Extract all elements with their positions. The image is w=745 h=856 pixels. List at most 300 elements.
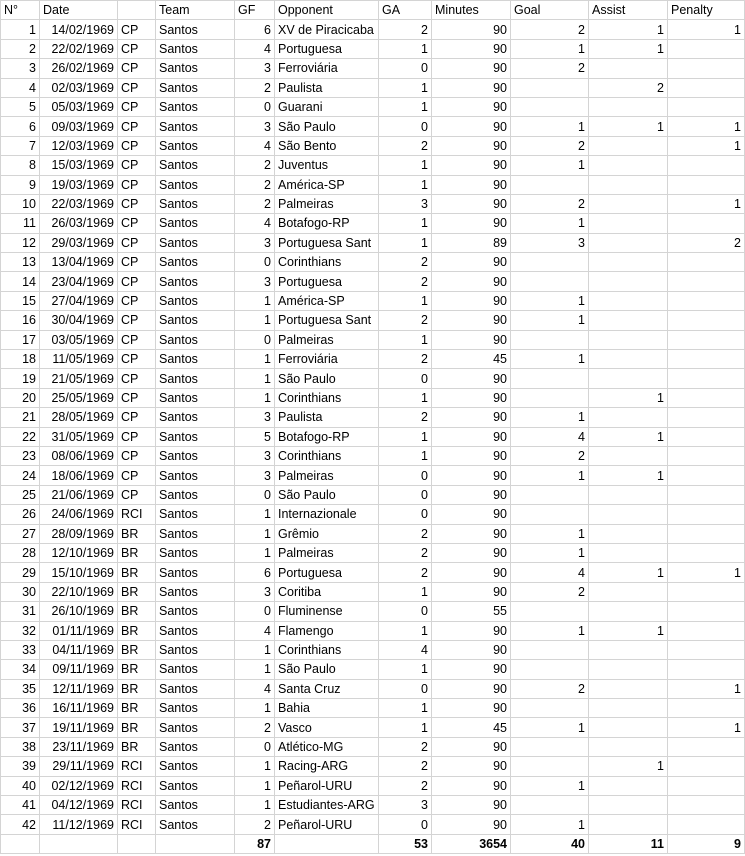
col-ga-cell[interactable]: 2: [379, 737, 432, 756]
col-goal-cell[interactable]: 1: [511, 311, 589, 330]
col-competition-cell[interactable]: CP: [118, 78, 156, 97]
col-ga-cell[interactable]: 2: [379, 311, 432, 330]
col-assist-cell[interactable]: [589, 156, 668, 175]
col-minutes-total-cell[interactable]: 3654: [432, 834, 511, 853]
col-ga-cell[interactable]: 1: [379, 446, 432, 465]
col-assist-cell[interactable]: [589, 524, 668, 543]
col-goal-cell[interactable]: 2: [511, 20, 589, 39]
col-date-cell[interactable]: 02/12/1969: [40, 776, 118, 795]
col-goal-cell[interactable]: 2: [511, 136, 589, 155]
col-ga-cell[interactable]: 1: [379, 291, 432, 310]
col-goal-cell[interactable]: [511, 78, 589, 97]
col-number-cell[interactable]: 34: [1, 660, 40, 679]
col-assist-cell[interactable]: [589, 679, 668, 698]
col-number-cell[interactable]: 4: [1, 78, 40, 97]
col-date-cell[interactable]: 04/11/1969: [40, 640, 118, 659]
col-date-cell[interactable]: 15/03/1969: [40, 156, 118, 175]
col-team-cell[interactable]: Santos: [156, 175, 235, 194]
col-opponent-cell[interactable]: Palmeiras: [275, 330, 379, 349]
col-number-cell[interactable]: 37: [1, 718, 40, 737]
col-date-cell[interactable]: 19/03/1969: [40, 175, 118, 194]
col-opponent-cell[interactable]: Bahia: [275, 699, 379, 718]
col-date-cell[interactable]: 19/11/1969: [40, 718, 118, 737]
col-team-cell[interactable]: Santos: [156, 543, 235, 562]
col-competition-cell[interactable]: BR: [118, 543, 156, 562]
col-team-cell[interactable]: Santos: [156, 427, 235, 446]
col-team-cell[interactable]: Santos: [156, 291, 235, 310]
col-competition-cell[interactable]: CP: [118, 291, 156, 310]
col-assist-cell[interactable]: 1: [589, 427, 668, 446]
col-team-cell[interactable]: Santos: [156, 388, 235, 407]
col-team-cell[interactable]: Santos: [156, 20, 235, 39]
col-team-cell[interactable]: Santos: [156, 505, 235, 524]
col-ga-cell[interactable]: 0: [379, 815, 432, 834]
col-goal-cell[interactable]: 4: [511, 427, 589, 446]
col-ga-cell[interactable]: 1: [379, 621, 432, 640]
col-minutes-cell[interactable]: 90: [432, 505, 511, 524]
col-goal-cell[interactable]: 3: [511, 233, 589, 252]
col-gf-cell[interactable]: 0: [235, 602, 275, 621]
col-date-cell[interactable]: 26/10/1969: [40, 602, 118, 621]
col-gf-total-cell[interactable]: 87: [235, 834, 275, 853]
col-competition-cell[interactable]: BR: [118, 737, 156, 756]
col-assist-cell[interactable]: 1: [589, 621, 668, 640]
col-penalty-cell[interactable]: [668, 253, 745, 272]
col-goal-cell[interactable]: [511, 737, 589, 756]
col-opponent-cell[interactable]: Portuguesa: [275, 563, 379, 582]
col-date-cell[interactable]: 16/11/1969: [40, 699, 118, 718]
col-ga-cell[interactable]: 2: [379, 524, 432, 543]
col-team-cell[interactable]: Santos: [156, 757, 235, 776]
col-competition-cell[interactable]: CP: [118, 156, 156, 175]
col-assist-cell[interactable]: [589, 233, 668, 252]
col-penalty-cell[interactable]: [668, 621, 745, 640]
col-team-total-cell[interactable]: [156, 834, 235, 853]
col-opponent-cell[interactable]: Portuguesa Sant: [275, 233, 379, 252]
col-competition-cell[interactable]: CP: [118, 408, 156, 427]
col-date-cell[interactable]: 09/03/1969: [40, 117, 118, 136]
col-number-cell[interactable]: 25: [1, 485, 40, 504]
col-ga-cell[interactable]: 0: [379, 505, 432, 524]
col-penalty-cell[interactable]: [668, 582, 745, 601]
col-date-cell[interactable]: 28/05/1969: [40, 408, 118, 427]
col-assist-cell[interactable]: [589, 543, 668, 562]
col-opponent-cell[interactable]: Vasco: [275, 718, 379, 737]
col-number-cell[interactable]: 27: [1, 524, 40, 543]
col-gf-cell[interactable]: 3: [235, 59, 275, 78]
col-ga-cell[interactable]: 2: [379, 20, 432, 39]
col-goal-cell[interactable]: 2: [511, 679, 589, 698]
col-opponent-cell[interactable]: Portuguesa: [275, 39, 379, 58]
col-team-cell[interactable]: Santos: [156, 408, 235, 427]
col-competition-cell[interactable]: CP: [118, 214, 156, 233]
col-gf-cell[interactable]: 0: [235, 737, 275, 756]
col-penalty-total-cell[interactable]: 9: [668, 834, 745, 853]
col-competition-cell[interactable]: CP: [118, 388, 156, 407]
col-team-cell[interactable]: Santos: [156, 796, 235, 815]
col-gf-cell[interactable]: 4: [235, 679, 275, 698]
col-number-cell[interactable]: 33: [1, 640, 40, 659]
col-goal-cell[interactable]: 1: [511, 776, 589, 795]
col-assist-cell[interactable]: [589, 640, 668, 659]
col-goal-cell[interactable]: [511, 485, 589, 504]
col-assist-cell[interactable]: [589, 602, 668, 621]
col-competition-cell[interactable]: BR: [118, 718, 156, 737]
col-opponent-cell[interactable]: São Paulo: [275, 369, 379, 388]
col-opponent-cell[interactable]: Flamengo: [275, 621, 379, 640]
col-gf-cell[interactable]: 5: [235, 427, 275, 446]
col-date-cell[interactable]: 18/06/1969: [40, 466, 118, 485]
col-minutes-cell[interactable]: 90: [432, 427, 511, 446]
col-date-cell[interactable]: 26/03/1969: [40, 214, 118, 233]
col-competition-cell[interactable]: BR: [118, 699, 156, 718]
col-team-cell[interactable]: Santos: [156, 272, 235, 291]
col-assist-cell[interactable]: [589, 214, 668, 233]
col-opponent-cell[interactable]: Grêmio: [275, 524, 379, 543]
col-ga-cell[interactable]: 1: [379, 718, 432, 737]
col-ga-cell[interactable]: 1: [379, 582, 432, 601]
col-date-cell[interactable]: 23/04/1969: [40, 272, 118, 291]
col-competition-cell[interactable]: CP: [118, 369, 156, 388]
header-date[interactable]: Date: [40, 1, 118, 20]
col-ga-cell[interactable]: 1: [379, 97, 432, 116]
col-opponent-total-cell[interactable]: [275, 834, 379, 853]
col-date-cell[interactable]: 03/05/1969: [40, 330, 118, 349]
col-opponent-cell[interactable]: Corinthians: [275, 253, 379, 272]
col-minutes-cell[interactable]: 90: [432, 194, 511, 213]
col-date-cell[interactable]: 30/04/1969: [40, 311, 118, 330]
col-gf-cell[interactable]: 1: [235, 311, 275, 330]
col-ga-cell[interactable]: 2: [379, 136, 432, 155]
header-assist[interactable]: Assist: [589, 1, 668, 20]
col-ga-cell[interactable]: 4: [379, 640, 432, 659]
col-opponent-cell[interactable]: Ferroviária: [275, 59, 379, 78]
col-competition-cell[interactable]: CP: [118, 427, 156, 446]
col-minutes-cell[interactable]: 90: [432, 20, 511, 39]
col-competition-cell[interactable]: RCI: [118, 757, 156, 776]
col-date-cell[interactable]: 23/11/1969: [40, 737, 118, 756]
col-competition-cell[interactable]: CP: [118, 39, 156, 58]
col-gf-cell[interactable]: 6: [235, 563, 275, 582]
col-minutes-cell[interactable]: 90: [432, 408, 511, 427]
col-gf-cell[interactable]: 1: [235, 350, 275, 369]
col-penalty-cell[interactable]: 2: [668, 233, 745, 252]
col-minutes-cell[interactable]: 90: [432, 253, 511, 272]
col-assist-cell[interactable]: [589, 194, 668, 213]
col-goal-cell[interactable]: [511, 660, 589, 679]
col-ga-cell[interactable]: 0: [379, 485, 432, 504]
col-minutes-cell[interactable]: 90: [432, 214, 511, 233]
col-penalty-cell[interactable]: [668, 156, 745, 175]
col-minutes-cell[interactable]: 90: [432, 272, 511, 291]
col-team-cell[interactable]: Santos: [156, 39, 235, 58]
col-date-cell[interactable]: 31/05/1969: [40, 427, 118, 446]
col-minutes-cell[interactable]: 90: [432, 776, 511, 795]
col-competition-cell[interactable]: CP: [118, 446, 156, 465]
col-opponent-cell[interactable]: Fluminense: [275, 602, 379, 621]
col-ga-cell[interactable]: 0: [379, 602, 432, 621]
col-competition-cell[interactable]: BR: [118, 602, 156, 621]
col-assist-cell[interactable]: [589, 485, 668, 504]
col-number-cell[interactable]: 35: [1, 679, 40, 698]
col-date-cell[interactable]: 28/09/1969: [40, 524, 118, 543]
col-date-cell[interactable]: 02/03/1969: [40, 78, 118, 97]
col-assist-total-cell[interactable]: 11: [589, 834, 668, 853]
col-minutes-cell[interactable]: 90: [432, 97, 511, 116]
col-number-cell[interactable]: 31: [1, 602, 40, 621]
col-number-cell[interactable]: 15: [1, 291, 40, 310]
col-team-cell[interactable]: Santos: [156, 621, 235, 640]
col-ga-cell[interactable]: 1: [379, 156, 432, 175]
col-assist-cell[interactable]: [589, 253, 668, 272]
col-opponent-cell[interactable]: Atlético-MG: [275, 737, 379, 756]
col-penalty-cell[interactable]: 1: [668, 563, 745, 582]
col-minutes-cell[interactable]: 90: [432, 679, 511, 698]
col-number-cell[interactable]: 1: [1, 20, 40, 39]
col-competition-cell[interactable]: CP: [118, 117, 156, 136]
col-penalty-cell[interactable]: [668, 272, 745, 291]
col-number-cell[interactable]: 29: [1, 563, 40, 582]
header-competition[interactable]: [118, 1, 156, 20]
col-ga-cell[interactable]: 1: [379, 233, 432, 252]
col-gf-cell[interactable]: 1: [235, 543, 275, 562]
col-penalty-cell[interactable]: [668, 408, 745, 427]
col-penalty-cell[interactable]: [668, 350, 745, 369]
col-gf-cell[interactable]: 1: [235, 505, 275, 524]
col-gf-cell[interactable]: 3: [235, 233, 275, 252]
col-penalty-cell[interactable]: [668, 505, 745, 524]
col-assist-cell[interactable]: [589, 582, 668, 601]
col-minutes-cell[interactable]: 90: [432, 737, 511, 756]
col-gf-cell[interactable]: 2: [235, 815, 275, 834]
col-gf-cell[interactable]: 1: [235, 776, 275, 795]
col-goal-cell[interactable]: 1: [511, 815, 589, 834]
col-assist-cell[interactable]: [589, 369, 668, 388]
col-gf-cell[interactable]: 4: [235, 136, 275, 155]
col-minutes-cell[interactable]: 90: [432, 388, 511, 407]
col-team-cell[interactable]: Santos: [156, 369, 235, 388]
col-date-cell[interactable]: 22/02/1969: [40, 39, 118, 58]
col-penalty-cell[interactable]: 1: [668, 679, 745, 698]
col-penalty-cell[interactable]: [668, 466, 745, 485]
col-team-cell[interactable]: Santos: [156, 776, 235, 795]
col-goal-cell[interactable]: 1: [511, 466, 589, 485]
col-goal-cell[interactable]: 1: [511, 408, 589, 427]
col-penalty-cell[interactable]: [668, 815, 745, 834]
col-penalty-cell[interactable]: 1: [668, 718, 745, 737]
col-penalty-cell[interactable]: 1: [668, 136, 745, 155]
col-goal-cell[interactable]: [511, 330, 589, 349]
col-opponent-cell[interactable]: Portuguesa Sant: [275, 311, 379, 330]
col-team-cell[interactable]: Santos: [156, 737, 235, 756]
col-competition-cell[interactable]: CP: [118, 330, 156, 349]
col-competition-cell[interactable]: CP: [118, 311, 156, 330]
col-penalty-cell[interactable]: [668, 660, 745, 679]
col-number-cell[interactable]: 36: [1, 699, 40, 718]
col-competition-cell[interactable]: CP: [118, 175, 156, 194]
col-goal-total-cell[interactable]: 40: [511, 834, 589, 853]
col-team-cell[interactable]: Santos: [156, 718, 235, 737]
col-team-cell[interactable]: Santos: [156, 485, 235, 504]
col-opponent-cell[interactable]: São Paulo: [275, 485, 379, 504]
col-gf-cell[interactable]: 0: [235, 330, 275, 349]
col-goal-cell[interactable]: [511, 602, 589, 621]
col-goal-cell[interactable]: [511, 640, 589, 659]
col-number-cell[interactable]: 38: [1, 737, 40, 756]
col-team-cell[interactable]: Santos: [156, 117, 235, 136]
col-goal-cell[interactable]: 1: [511, 117, 589, 136]
col-goal-cell[interactable]: 1: [511, 524, 589, 543]
col-team-cell[interactable]: Santos: [156, 330, 235, 349]
col-ga-cell[interactable]: 1: [379, 78, 432, 97]
col-gf-cell[interactable]: 1: [235, 388, 275, 407]
col-penalty-cell[interactable]: [668, 214, 745, 233]
col-competition-cell[interactable]: CP: [118, 97, 156, 116]
col-team-cell[interactable]: Santos: [156, 524, 235, 543]
col-team-cell[interactable]: Santos: [156, 446, 235, 465]
header-penalty[interactable]: Penalty: [668, 1, 745, 20]
col-assist-cell[interactable]: [589, 291, 668, 310]
col-goal-cell[interactable]: [511, 699, 589, 718]
col-number-cell[interactable]: 14: [1, 272, 40, 291]
col-gf-cell[interactable]: 4: [235, 621, 275, 640]
col-ga-cell[interactable]: 2: [379, 563, 432, 582]
col-minutes-cell[interactable]: 90: [432, 582, 511, 601]
col-opponent-cell[interactable]: Guarani: [275, 97, 379, 116]
col-penalty-cell[interactable]: [668, 776, 745, 795]
col-minutes-cell[interactable]: 90: [432, 485, 511, 504]
col-assist-cell[interactable]: [589, 136, 668, 155]
col-minutes-cell[interactable]: 45: [432, 350, 511, 369]
col-competition-cell[interactable]: CP: [118, 59, 156, 78]
col-opponent-cell[interactable]: Palmeiras: [275, 466, 379, 485]
col-minutes-cell[interactable]: 90: [432, 757, 511, 776]
col-penalty-cell[interactable]: [668, 524, 745, 543]
col-penalty-cell[interactable]: 1: [668, 117, 745, 136]
col-team-cell[interactable]: Santos: [156, 466, 235, 485]
col-minutes-cell[interactable]: 45: [432, 718, 511, 737]
col-competition-cell[interactable]: RCI: [118, 815, 156, 834]
col-assist-cell[interactable]: [589, 815, 668, 834]
col-gf-cell[interactable]: 3: [235, 272, 275, 291]
col-team-cell[interactable]: Santos: [156, 311, 235, 330]
col-number-cell[interactable]: 6: [1, 117, 40, 136]
col-date-cell[interactable]: 29/03/1969: [40, 233, 118, 252]
col-team-cell[interactable]: Santos: [156, 350, 235, 369]
col-competition-cell[interactable]: BR: [118, 679, 156, 698]
col-opponent-cell[interactable]: Internazionale: [275, 505, 379, 524]
col-number-cell[interactable]: 28: [1, 543, 40, 562]
col-competition-cell[interactable]: CP: [118, 485, 156, 504]
col-minutes-cell[interactable]: 90: [432, 815, 511, 834]
header-opponent[interactable]: Opponent: [275, 1, 379, 20]
col-competition-cell[interactable]: RCI: [118, 505, 156, 524]
col-assist-cell[interactable]: 1: [589, 20, 668, 39]
col-opponent-cell[interactable]: Palmeiras: [275, 194, 379, 213]
col-opponent-cell[interactable]: São Bento: [275, 136, 379, 155]
col-number-cell[interactable]: 19: [1, 369, 40, 388]
col-team-cell[interactable]: Santos: [156, 679, 235, 698]
col-penalty-cell[interactable]: [668, 97, 745, 116]
col-penalty-cell[interactable]: [668, 78, 745, 97]
col-goal-cell[interactable]: 1: [511, 543, 589, 562]
col-goal-cell[interactable]: 2: [511, 194, 589, 213]
col-opponent-cell[interactable]: América-SP: [275, 291, 379, 310]
col-number-cell[interactable]: 42: [1, 815, 40, 834]
col-competition-cell[interactable]: CP: [118, 466, 156, 485]
col-number-cell[interactable]: 3: [1, 59, 40, 78]
col-assist-cell[interactable]: [589, 350, 668, 369]
col-assist-cell[interactable]: [589, 330, 668, 349]
col-opponent-cell[interactable]: Corinthians: [275, 640, 379, 659]
col-goal-cell[interactable]: 2: [511, 59, 589, 78]
col-opponent-cell[interactable]: Racing-ARG: [275, 757, 379, 776]
col-number-cell[interactable]: 32: [1, 621, 40, 640]
col-assist-cell[interactable]: [589, 796, 668, 815]
col-penalty-cell[interactable]: [668, 446, 745, 465]
col-date-cell[interactable]: 05/03/1969: [40, 97, 118, 116]
col-date-cell[interactable]: 11/12/1969: [40, 815, 118, 834]
col-gf-cell[interactable]: 3: [235, 582, 275, 601]
col-gf-cell[interactable]: 1: [235, 640, 275, 659]
col-opponent-cell[interactable]: Peñarol-URU: [275, 815, 379, 834]
col-assist-cell[interactable]: [589, 737, 668, 756]
col-competition-cell[interactable]: RCI: [118, 796, 156, 815]
col-assist-cell[interactable]: [589, 699, 668, 718]
col-team-cell[interactable]: Santos: [156, 233, 235, 252]
col-assist-cell[interactable]: 1: [589, 563, 668, 582]
col-goal-cell[interactable]: [511, 757, 589, 776]
col-assist-cell[interactable]: 1: [589, 388, 668, 407]
col-opponent-cell[interactable]: Paulista: [275, 78, 379, 97]
col-assist-cell[interactable]: [589, 505, 668, 524]
col-ga-cell[interactable]: 0: [379, 679, 432, 698]
col-team-cell[interactable]: Santos: [156, 253, 235, 272]
col-number-cell[interactable]: 9: [1, 175, 40, 194]
col-competition-cell[interactable]: BR: [118, 582, 156, 601]
col-team-cell[interactable]: Santos: [156, 699, 235, 718]
col-competition-cell[interactable]: RCI: [118, 776, 156, 795]
col-competition-cell[interactable]: CP: [118, 272, 156, 291]
col-penalty-cell[interactable]: [668, 796, 745, 815]
col-opponent-cell[interactable]: São Paulo: [275, 660, 379, 679]
col-gf-cell[interactable]: 1: [235, 699, 275, 718]
col-penalty-cell[interactable]: [668, 543, 745, 562]
col-date-cell[interactable]: 08/06/1969: [40, 446, 118, 465]
col-minutes-cell[interactable]: 90: [432, 621, 511, 640]
col-date-cell[interactable]: 04/12/1969: [40, 796, 118, 815]
col-team-cell[interactable]: Santos: [156, 78, 235, 97]
col-assist-cell[interactable]: [589, 97, 668, 116]
col-minutes-cell[interactable]: 90: [432, 156, 511, 175]
col-opponent-cell[interactable]: Botafogo-RP: [275, 427, 379, 446]
col-competition-cell[interactable]: CP: [118, 20, 156, 39]
col-minutes-cell[interactable]: 90: [432, 330, 511, 349]
col-gf-cell[interactable]: 0: [235, 485, 275, 504]
col-assist-cell[interactable]: 1: [589, 39, 668, 58]
col-assist-cell[interactable]: [589, 776, 668, 795]
col-penalty-cell[interactable]: [668, 369, 745, 388]
col-minutes-cell[interactable]: 55: [432, 602, 511, 621]
col-ga-total-cell[interactable]: 53: [379, 834, 432, 853]
col-minutes-cell[interactable]: 90: [432, 796, 511, 815]
col-date-cell[interactable]: 15/10/1969: [40, 563, 118, 582]
col-competition-cell[interactable]: BR: [118, 660, 156, 679]
col-date-cell[interactable]: 29/11/1969: [40, 757, 118, 776]
col-number-cell[interactable]: 5: [1, 97, 40, 116]
col-number-cell[interactable]: 40: [1, 776, 40, 795]
col-goal-cell[interactable]: 1: [511, 39, 589, 58]
